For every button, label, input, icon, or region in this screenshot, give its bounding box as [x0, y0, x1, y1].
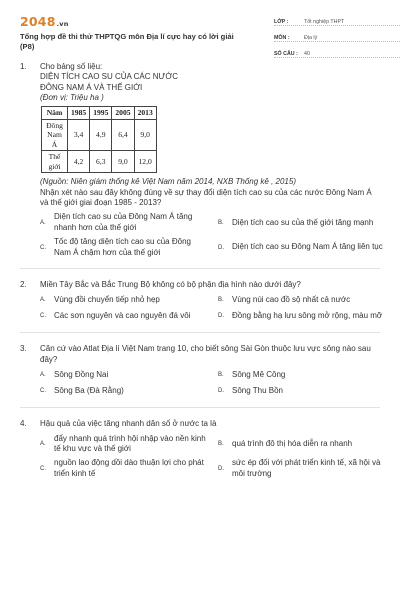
table-unit: (Đơn vị: Triệu ha ) — [40, 93, 104, 103]
meta-key: SỐ CÂU : — [274, 51, 298, 57]
option-letter: A. — [40, 372, 46, 379]
meta-value: Địa lý — [304, 35, 318, 41]
option-a[interactable] — [40, 294, 210, 306]
question-1 — [20, 62, 383, 258]
option-text: Sông Ba (Đà Rằng) — [54, 385, 124, 395]
option-b[interactable] — [218, 369, 388, 381]
answer-options — [40, 294, 383, 322]
meta-row-count — [274, 46, 400, 58]
table-header-cell: 2013 — [134, 106, 156, 119]
document-title: Tổng hợp đề thi thử THPTQG môn Địa lí cực hay có lời giải (P8) — [20, 32, 234, 51]
option-text: quá trình đô thị hóa diễn ra nhanh — [232, 438, 353, 448]
question-number: 3. — [20, 344, 27, 354]
option-c[interactable] — [40, 458, 210, 479]
option-letter: D. — [218, 465, 224, 472]
option-c[interactable] — [40, 310, 210, 322]
table-header-row — [42, 106, 157, 119]
meta-row-subject — [274, 30, 400, 42]
table-header-cell: Năm — [42, 106, 68, 119]
answer-options — [40, 369, 380, 397]
option-text: Các sơn nguyên và cao nguyên đá vôi — [54, 311, 191, 321]
question-4 — [20, 419, 380, 479]
option-letter: C. — [40, 313, 46, 320]
question-divider — [20, 407, 380, 408]
data-table — [41, 106, 157, 174]
option-c[interactable] — [40, 237, 210, 258]
option-a[interactable] — [40, 369, 210, 381]
table-row-label: Thế giới — [42, 151, 68, 173]
meta-row-class — [274, 14, 400, 26]
question-stem: Miền Tây Bắc và Bắc Trung Bộ không có bộ phận địa hình nào dưới đây? — [40, 279, 301, 289]
question-intro: Cho bảng số liệu: — [40, 62, 103, 71]
question-list — [20, 62, 383, 479]
meta-key: LỚP : — [274, 19, 289, 25]
option-text: Sông Mê Công — [232, 369, 286, 379]
header — [20, 0, 380, 62]
option-text: sức ép đối với phát triển kinh tế, xã hội và môi trường — [232, 458, 381, 478]
option-letter: A. — [40, 219, 46, 226]
table-cell: 9,0 — [134, 119, 156, 151]
table-cell: 9,0 — [112, 151, 134, 173]
table-row-label: Đông Nam Á — [42, 119, 68, 151]
table-title-line-2: ĐÔNG NAM Á VÀ THẾ GIỚI — [40, 82, 143, 92]
question-number: 2. — [20, 279, 27, 289]
table-header-cell: 1995 — [90, 106, 112, 119]
option-a[interactable] — [40, 212, 210, 233]
option-letter: B. — [218, 372, 224, 379]
table-cell: 3,4 — [68, 119, 90, 151]
table-cell: 6,4 — [112, 119, 134, 151]
option-b[interactable] — [218, 212, 388, 233]
meta-value: Tốt nghiệp THPT — [304, 19, 345, 25]
table-header-cell: 2005 — [112, 106, 134, 119]
option-b[interactable] — [218, 294, 388, 306]
option-d[interactable] — [218, 237, 388, 258]
option-letter: D. — [218, 388, 224, 395]
option-text: Sông Thu Bồn — [232, 385, 284, 395]
table-row — [42, 119, 157, 151]
table-cell: 4,9 — [90, 119, 112, 151]
option-letter: C. — [40, 244, 46, 251]
option-d[interactable] — [218, 458, 388, 479]
option-d[interactable] — [218, 385, 388, 397]
option-letter: A. — [40, 297, 46, 304]
table-row — [42, 151, 157, 173]
option-b[interactable] — [218, 434, 388, 455]
option-letter: B. — [218, 219, 224, 226]
question-number: 1. — [20, 62, 27, 71]
table-header-cell: 1985 — [68, 106, 90, 119]
option-text: Sông Đồng Nai — [54, 369, 109, 379]
option-letter: A. — [40, 441, 46, 447]
option-letter: B. — [218, 297, 224, 304]
option-text: Vùng đồi chuyển tiếp nhỏ hẹp — [54, 295, 160, 305]
question-stem: Nhận xét nào sau đây không đúng về sự thay đổi diện tích cao su của các nước Đông Nam Á và thế giới giai đoạn 1985 - 2013? — [40, 187, 372, 207]
question-3 — [20, 344, 380, 397]
question-2 — [20, 279, 383, 322]
option-text: đẩy nhanh quá trình hội nhập vào nền kinh tế khu vực và thế giới — [54, 433, 206, 453]
logo-suffix: .vn — [56, 20, 69, 28]
option-letter: C. — [40, 465, 46, 472]
answer-options — [40, 434, 380, 480]
table-title-line-1: DIỆN TÍCH CAO SU CỦA CÁC NƯỚC — [40, 72, 179, 82]
table-cell: 4,2 — [68, 151, 90, 173]
option-a[interactable] — [40, 434, 210, 455]
question-number: 4. — [20, 419, 27, 429]
option-text: Diện tích cao su của thế giới tăng mạnh — [232, 217, 374, 227]
option-letter: B. — [218, 441, 224, 447]
logo-text: 2048 — [20, 14, 56, 29]
table-source: (Nguồn: Niên giám thống kê Việt Nam năm 2014, NXB Thống kê , 2015) — [40, 177, 296, 187]
question-divider — [20, 268, 380, 269]
meta-key: MÔN : — [274, 35, 290, 41]
option-text: Tốc độ tăng diện tích cao su của Đông Nam Á chậm hơn của thế giới — [54, 237, 191, 257]
meta-value: 40 — [304, 51, 310, 57]
question-divider — [20, 332, 380, 333]
option-text: Diện tích cao su của Đông Nam Á tăng nhanh hơn của thế giới — [54, 212, 193, 232]
question-stem: Hậu quả của việc tăng nhanh dân số ở nước ta là — [40, 419, 217, 429]
option-text: Diện tích cao su Đông Nam Á tăng liên tục — [232, 242, 383, 252]
option-d[interactable] — [218, 310, 388, 322]
answer-options — [40, 212, 383, 258]
option-letter: D. — [218, 313, 224, 320]
option-text: Vùng núi cao đồ sộ nhất cả nước — [232, 295, 351, 305]
table-cell: 12,0 — [134, 151, 156, 173]
meta-info — [274, 14, 400, 62]
option-text: Đồng bằng hạ lưu sông mở rộng, màu mỡ — [232, 311, 383, 321]
option-letter: D. — [218, 244, 224, 251]
option-letter: C. — [40, 388, 46, 395]
table-cell: 6,3 — [90, 151, 112, 173]
option-c[interactable] — [40, 385, 210, 397]
option-text: nguồn lao động dồi dào thuận lợi cho phát triển kinh tế — [54, 458, 204, 478]
question-stem: Căn cứ vào Atlat Địa lí Việt Nam trang 10, cho biết sông Sài Gòn thuộc lưu vực sông nào sau đây? — [40, 344, 371, 364]
